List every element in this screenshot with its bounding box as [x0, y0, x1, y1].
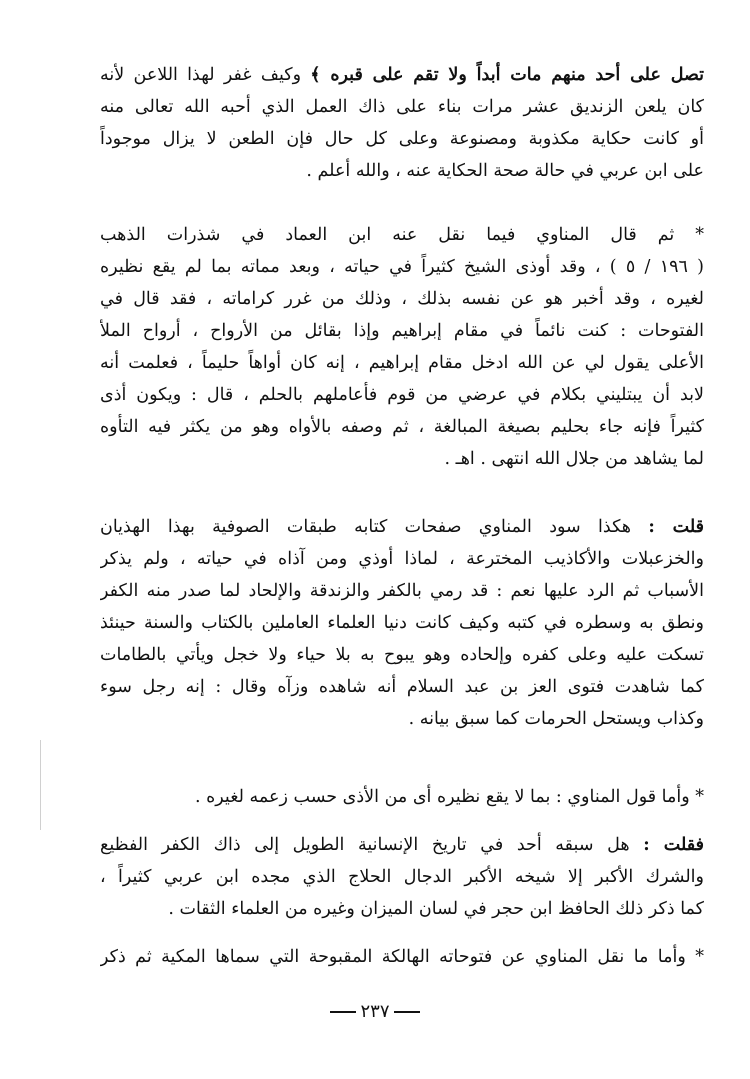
text-line: كما شاهدت فتوى العز بن عبد السلام أنه شاهده وزآه وقال : إنه رجل سوء — [100, 677, 704, 697]
bold-lead: تصل على أحد منهم مات أبداً ولا تقم على قبره ﴾ — [310, 65, 704, 85]
text-line: أو كانت حكاية مكذوبة ومصنوعة وعلى كل حال فإن الطعن لا يزال موجوداً — [100, 129, 704, 149]
text-line: لابد أن يبتليني بكلام في عرضي من قوم فأعاملهم بالحلم ، قال : ويكون أذى — [100, 385, 704, 405]
text-line: * وأما ما نقل المناوي عن فتوحاته الهالكة المقبوحة التي سماها المكية ثم ذكر — [100, 947, 704, 967]
text-line: تسكت عليه وعلى كفره وإلحاده وهو يبوح به بلا حياء ولا خجل ويأتي بالطامات — [100, 645, 704, 665]
paragraph-4 — [100, 781, 704, 813]
text-line: الأسباب ثم الرد عليها نعم : قد رمي بالكفر والزندقة والإلحاد لما صدر منه الكفر — [100, 581, 704, 601]
paragraph-2 — [100, 219, 704, 475]
text-line: الفتوحات : كنت نائماً في مقام إبراهيم وإذا بقائل من الأرواح ، أرواح الملأ — [100, 321, 704, 341]
text-line: ( ١٩٦ / ٥ ) ، وقد أوذى الشيخ كثيراً في حياته ، وبعد مماته بما لم يقع نظيره — [100, 257, 704, 277]
text-line: لغيره ، وقد أخبر هو عن نفسه بذلك ، وذلك من غرر كراماته ، فقد قال في — [100, 289, 704, 309]
paragraph-5 — [100, 829, 704, 925]
dash-right — [330, 1011, 356, 1013]
text-line: لما يشاهد من جلال الله انتهى . اهـ . — [444, 449, 704, 469]
text-line: والخزعبلات والأكاذيب المخترعة ، لماذا أوذي ومن آذاه في حياته ، ولم يذكر — [100, 549, 704, 569]
text-line: كثيراً فإنه جاء بحليم بصيغة المبالغة ، ثم وصفه بالأواه وهو من يكثر فيه التأوه — [100, 417, 704, 437]
text-line: * ثم قال المناوي فيما نقل عنه ابن العماد في شذرات الذهب — [100, 225, 704, 245]
dash-left — [394, 1011, 420, 1013]
text-line: على ابن عربي في حالة صحة الحكاية عنه ، والله أعلم . — [306, 161, 704, 181]
bold-lead: قلت : — [648, 517, 704, 537]
page-number-value: ٢٣٧ — [360, 1001, 390, 1022]
text-line: كما ذكر ذلك الحافظ ابن حجر في لسان الميزان وغيره من العلماء الثقات . — [168, 899, 704, 919]
text-line: كان يلعن الزنديق عشر مرات بناء على ذاك العمل الذي أحبه الله تعالى منه — [100, 97, 704, 117]
text-line: والشرك الأكبر إلا شيخه الأكبر الدجال الحلاج الذي مجده ابن عربي كثيراً ، — [100, 867, 704, 887]
paragraph-3 — [100, 511, 704, 735]
text-line: الأعلى يقول لي عن الله ادخل مقام إبراهيم ، إنه كان أواهاً حليماً ، فعلمت أنه — [100, 353, 704, 373]
text-line: * وأما قول المناوي : بما لا يقع نظيره أى من الأذى حسب زعمه لغيره . — [194, 787, 704, 807]
bold-lead: فقلت : — [643, 835, 704, 855]
paragraph-1 — [100, 59, 704, 187]
text-line: ونطق به وسطره في كتبه وكيف كانت دنيا العلماء العاملين بالكتاب والسنة حينئذ — [100, 613, 704, 633]
text-line: وكذاب ويستحل الحرمات كما سبق بيانه . — [408, 709, 704, 729]
scan-edge-line — [40, 740, 41, 830]
paragraph-6 — [100, 941, 704, 973]
text-line: فقلت : هل سبقه أحد في تاريخ الإنسانية الطويل إلى ذاك الكفر الفظيع — [100, 835, 704, 855]
text-line: قلت : هكذا سود المناوي صفحات كتابه طبقات الصوفية بهذا الهذيان — [100, 517, 704, 537]
page-number — [0, 1001, 750, 1022]
text-line: تصل على أحد منهم مات أبداً ولا تقم على قبره ﴾ وكيف غفر لهذا اللاعن لأنه — [100, 65, 704, 85]
